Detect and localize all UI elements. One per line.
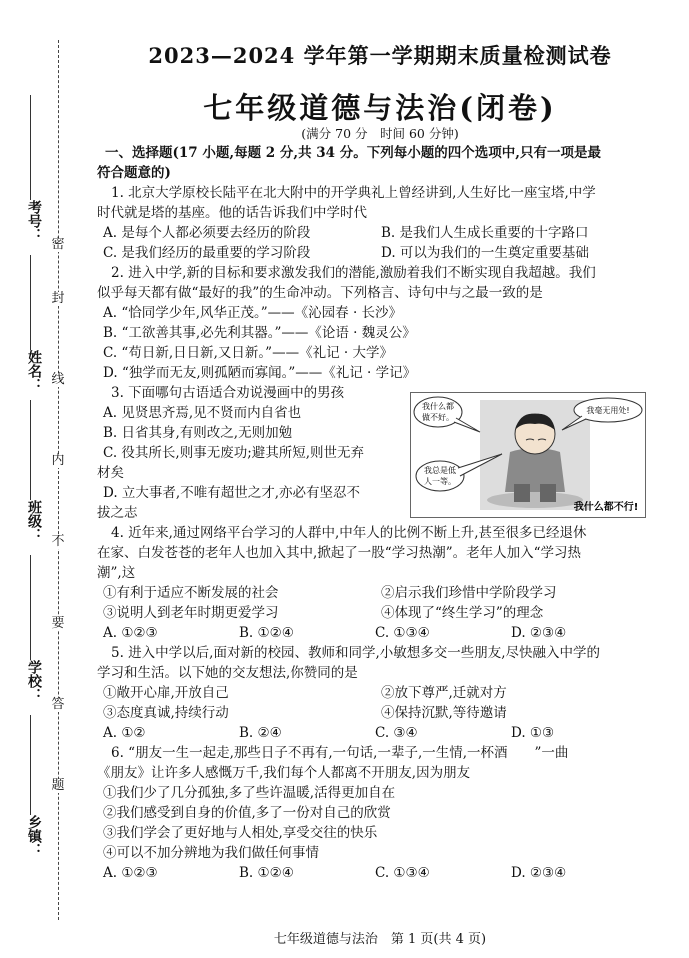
seal-char: 不 bbox=[51, 534, 65, 549]
q5-stem-cont: 学习和生活。以下她的交友想法,你赞同的是 bbox=[97, 665, 358, 681]
q4-statements-row1 bbox=[97, 583, 665, 603]
label-school: 学校： bbox=[26, 660, 42, 702]
bubble-3-line-2: 人一等。 bbox=[424, 477, 456, 486]
q4-option-b: B. ①②④ bbox=[239, 625, 294, 641]
q2-option-c: C. “苟日新,日日新,又日新。”——《礼记 · 大学》 bbox=[103, 345, 393, 361]
binding-margin bbox=[0, 0, 70, 958]
q3-option-b: B. 日省其身,有则改之,无则加勉 bbox=[103, 425, 293, 441]
q5-stem: 5. 进入中学以后,面对新的校园、教师和同学,小敏想多交一些朋友,尽快融入中学的 bbox=[111, 645, 601, 661]
label-class: 班级： bbox=[26, 500, 42, 542]
q3-option-c-cont: 材矣 bbox=[97, 465, 124, 481]
q4-option-d: D. ②③④ bbox=[511, 625, 567, 641]
q4-statement-4: ④体现了“终生学习”的理念 bbox=[381, 605, 544, 621]
boy-leg bbox=[540, 484, 556, 502]
q1-option-b: B. 是我们人生成长重要的十字路口 bbox=[381, 225, 589, 241]
seal-char: 内 bbox=[51, 453, 65, 468]
q3-option-a: A. 见贤思齐焉,见不贤而内自省也 bbox=[103, 405, 302, 421]
q5-statement-2: ②放下尊严,迁就对方 bbox=[381, 685, 507, 701]
seal-char: 要 bbox=[51, 616, 65, 631]
q6-options bbox=[97, 863, 665, 883]
fill-line-name bbox=[30, 255, 31, 350]
section-heading-cont: 符合题意的) bbox=[97, 165, 171, 181]
q2-stem: 2. 进入中学,新的目标和要求激发我们的潜能,激励着我们不断实现自我超越。我们 bbox=[111, 265, 596, 281]
q5-statements-row2 bbox=[97, 703, 665, 723]
q3-option-d-cont: 拔之志 bbox=[97, 505, 138, 521]
q1-options-row1 bbox=[97, 223, 665, 243]
q6-statement-1: ①我们少了几分孤独,多了些许温暖,活得更加自在 bbox=[103, 785, 396, 801]
fill-line-exam-number bbox=[30, 95, 31, 200]
q5-option-b: B. ②④ bbox=[239, 725, 282, 741]
comic-caption: 我什么都不行! bbox=[573, 502, 639, 513]
q6-statement-3: ③我们学会了更好地与人相处,享受交往的快乐 bbox=[103, 825, 378, 841]
q3-option-c: C. 役其所长,则事无废功;避其所短,则世无弃 bbox=[103, 445, 365, 461]
label-exam-number: 考号： bbox=[26, 200, 42, 242]
q5-option-a: A. ①② bbox=[103, 725, 146, 741]
q6-statement-2: ②我们感受到自身的价值,多了一份对自己的欣赏 bbox=[103, 805, 391, 821]
label-town: 乡镇： bbox=[26, 815, 42, 857]
q4-stem: 4. 近年来,通过网络平台学习的人群中,中年人的比例不断上升,甚至很多已经退休 bbox=[111, 525, 587, 541]
section-heading: 一、选择题(17 小题,每题 2 分,共 34 分。下列每小题的四个选项中,只有一项是最 bbox=[105, 145, 601, 161]
q2-option-b: B. “工欲善其事,必先利其器。”——《论语 · 魏灵公》 bbox=[103, 325, 416, 341]
q5-statement-4: ④保持沉默,等待邀请 bbox=[381, 705, 507, 721]
seal-char: 答 bbox=[51, 697, 65, 712]
fill-line-class bbox=[30, 400, 31, 500]
q1-stem-cont: 时代就是塔的基座。他的话告诉我们中学时代 bbox=[97, 205, 367, 221]
q6-statement-4: ④可以不加分辨地为我们做任何事情 bbox=[103, 845, 319, 861]
q4-stem-cont: 在家、白发苍苍的老年人也加入其中,掀起了一股“学习热潮”。老年人加入“学习热 bbox=[97, 545, 581, 561]
q1-stem: 1. 北京大学原校长陆平在北大附中的开学典礼上曾经讲到,人生好比一座宝塔,中学 bbox=[111, 185, 596, 201]
q6-stem: 6. “朋友一生一起走,那些日子不再有,一句话,一辈子,一生情,一杯酒 ”一曲 bbox=[111, 745, 569, 761]
fill-line-school bbox=[30, 555, 31, 660]
q2-option-d: D. “独学而无友,则孤陋而寡闻。”——《礼记 · 学记》 bbox=[103, 365, 417, 381]
seal-char: 封 bbox=[51, 291, 65, 306]
q3-stem: 3. 下面哪句古语适合劝说漫画中的男孩 bbox=[111, 385, 345, 401]
q4-stem-cont2: 潮”,这 bbox=[97, 565, 136, 581]
seal-char: 密 bbox=[51, 237, 65, 252]
q1-options-row2 bbox=[97, 243, 665, 263]
boy-leg bbox=[514, 484, 530, 502]
q2-option-a: A. “恰同学少年,风华正茂。”——《沁园春 · 长沙》 bbox=[103, 305, 403, 321]
q4-statement-2: ②启示我们珍惜中学阶段学习 bbox=[381, 585, 557, 601]
q6-option-d: D. ②③④ bbox=[511, 865, 567, 881]
q5-statement-3: ③态度真诚,持续行动 bbox=[103, 705, 229, 721]
q4-statement-3: ③说明人到老年时期更爱学习 bbox=[103, 605, 279, 621]
q1-option-d: D. 可以为我们的一生奠定重要基础 bbox=[381, 245, 589, 261]
q5-options bbox=[97, 723, 665, 743]
bubble-2-text: 我毫无用处! bbox=[586, 406, 630, 415]
q6-option-c: C. ①③④ bbox=[375, 865, 430, 881]
q4-statement-1: ①有利于适应不断发展的社会 bbox=[103, 585, 279, 601]
seal-char: 线 bbox=[51, 372, 65, 387]
label-name: 姓名： bbox=[26, 350, 42, 392]
q3-option-d: D. 立大事者,不唯有超世之才,亦必有坚忍不 bbox=[103, 485, 361, 501]
q6-option-b: B. ①②④ bbox=[239, 865, 294, 881]
q5-statements-row1 bbox=[97, 683, 665, 703]
q5-statement-1: ①敞开心扉,开放自己 bbox=[103, 685, 229, 701]
q1-option-a: A. 是每个人都必须要去经历的阶段 bbox=[103, 225, 311, 241]
q1-option-c: C. 是我们经历的最重要的学习阶段 bbox=[103, 245, 311, 261]
exam-title: 2023—2024 学年第一学期期末质量检测试卷 bbox=[148, 43, 612, 68]
q6-option-a: A. ①②③ bbox=[103, 865, 158, 881]
q2-stem-cont: 似乎每天都有做“最好的我”的生命冲动。下列格言、诗句中与之最一致的是 bbox=[97, 285, 543, 301]
q3-comic-illustration bbox=[410, 392, 646, 518]
q4-option-a: A. ①②③ bbox=[103, 625, 158, 641]
seal-char: 题 bbox=[51, 778, 65, 793]
q4-options bbox=[97, 623, 665, 643]
q5-option-d: D. ①③ bbox=[511, 725, 555, 741]
bubble-3-line-1: 我总是低 bbox=[424, 466, 456, 475]
q4-statements-row2 bbox=[97, 603, 665, 623]
comic-shadow bbox=[487, 492, 583, 508]
q5-option-c: C. ③④ bbox=[375, 725, 418, 741]
fill-line-town bbox=[30, 715, 31, 815]
subject-title: 七年级道德与法治(闭卷) bbox=[203, 91, 557, 125]
exam-info: (满分 70 分 时间 60 分钟) bbox=[301, 126, 459, 141]
q6-stem-cont: 《朋友》让许多人感慨万千,我们每个人都离不开朋友,因为朋友 bbox=[97, 765, 471, 781]
page-footer: 七年级道德与法治 第 1 页(共 4 页) bbox=[273, 932, 487, 947]
q4-option-c: C. ①③④ bbox=[375, 625, 430, 641]
bubble-1-line-1: 我什么都 bbox=[422, 402, 454, 411]
bubble-1-line-2: 做不好。 bbox=[422, 413, 454, 422]
